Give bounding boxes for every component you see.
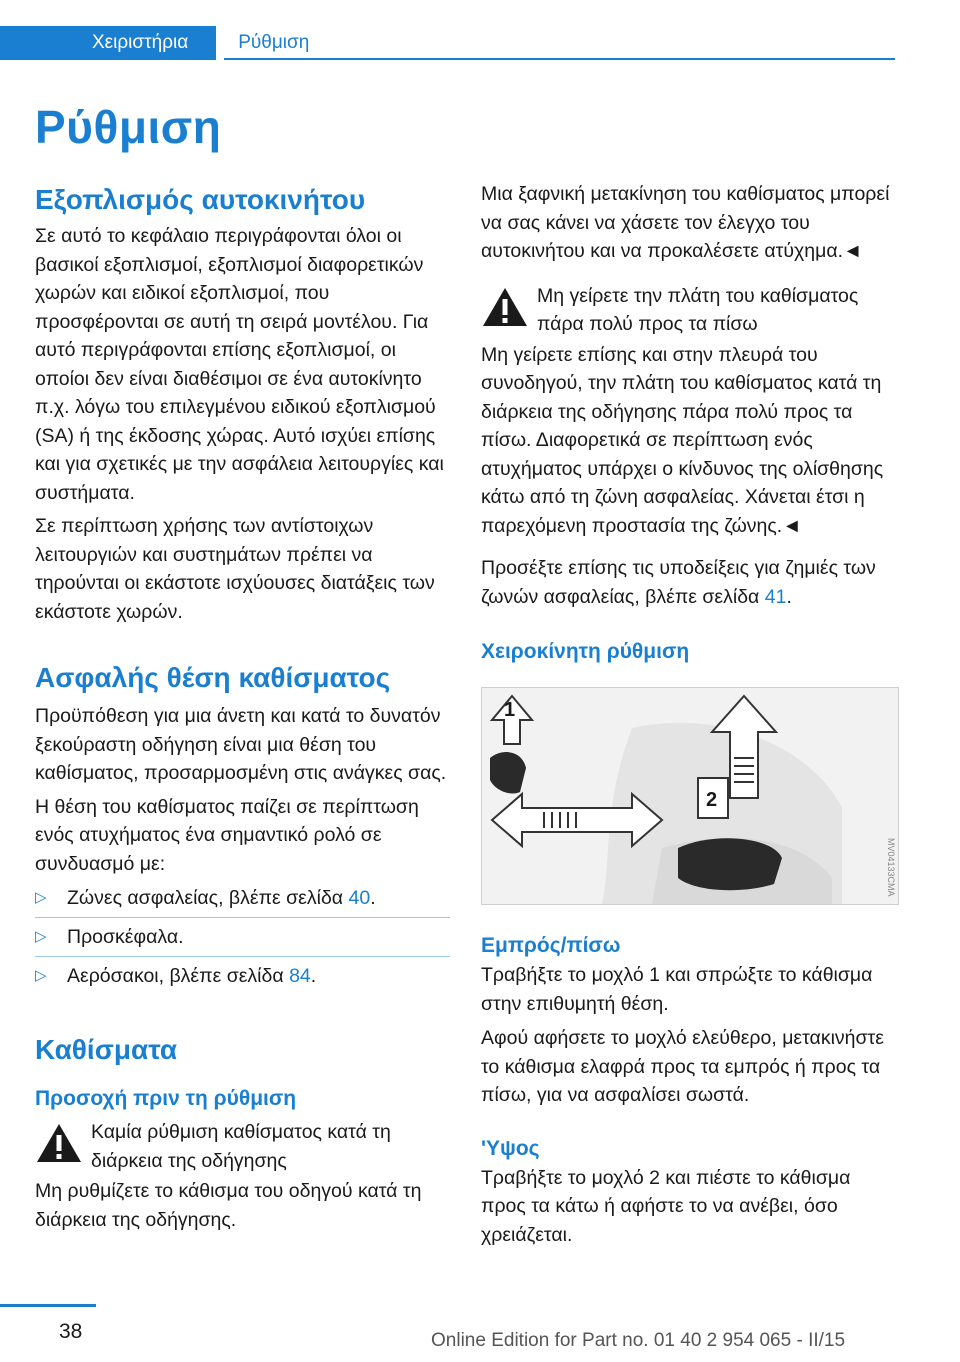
list-item: ▷ Αερόσακοι, βλέπε σελίδα 84. [35, 962, 450, 990]
paragraph: Προϋπόθεση για μια άνετη και κατά το δυνατόν ξεκούραστη οδήγηση είναι μια θέση του καθίσματος, προσαρμοσμένη στις ανάγκες σας. [35, 705, 447, 784]
paragraph: Μη γείρετε επίσης και στην πλευρά του συνοδηγού, την πλάτη του καθίσματος κατά τη διάρκεια της οδήγησης πάρα πολύ προς τα πίσω. Διαφορετικά σε περίπτωση ενός ατυχήματος υπάρχει ο κίνδυνος της ολίσθησης κάτω από τη ζώνη ασφαλείας. Χάνεται έτσι η παρεχόμενη προστασία της ζώνης.◄ [481, 343, 884, 537]
triangle-right-icon: ▷ [35, 889, 47, 906]
divider [35, 917, 450, 918]
footer-edition: Online Edition for Part no. 01 40 2 954 065 - II/15 [431, 1330, 846, 1351]
paragraph: Τραβήξτε το μοχλό 2 και πιέστε το κάθισμα προς τα κάτω ή αφήστε το να ανέβει, όσο χρειάζεται. [481, 1166, 851, 1246]
paragraph: Αφού αφήσετε το μοχλό ελεύθερο, μετακινήστε το κάθισμα ελαφρά προς τα εμπρός ή προς τα πίσω, για να ασφαλίσει σωστά. [481, 1027, 884, 1106]
heading-fore-aft: Εμπρός/πίσω [481, 934, 621, 957]
seat-illustration [482, 688, 898, 904]
heading-manual-adjustment: Χειροκίνητη ρύθμιση [481, 640, 690, 663]
warning-title: Μη γείρετε την πλάτη του καθίσματος πάρα πολύ προς τα πίσω [537, 284, 859, 335]
tab-adjustment[interactable]: Ρύθμιση [238, 32, 310, 53]
subheading-caution: Προσοχή πριν τη ρύθμιση [35, 1087, 297, 1110]
triangle-right-icon: ▷ [35, 928, 47, 945]
page-number: 38 [59, 1320, 83, 1343]
bullet-list [35, 884, 450, 990]
warning-title: Καμία ρύθμιση καθίσματος κατά τη διάρκεια της οδήγησης [91, 1121, 391, 1172]
seat-adjustment-figure [481, 687, 899, 905]
paragraph: Η θέση του καθίσματος παίζει σε περίπτωση ενός ατυχήματος ένα σημαντικό ρολό σε συνδυασμό με: [35, 795, 419, 875]
heading-height: 'Υψος [481, 1136, 540, 1160]
figure-label-2: 2 [706, 789, 718, 811]
paragraph: Τραβήξτε το μοχλό 1 και σπρώξτε το κάθισμα στην επιθυμητή θέση. [481, 964, 873, 1015]
paragraph: Σε αυτό το κεφάλαιο περιγράφονται όλοι οι βασικοί εξοπλισμοί, εξοπλισμοί διαφορετικών χωρών και ειδικοί εξοπλισμοί, που προσφέρονται σε αυτή τη σειρά μοντέλου. Για αυτό περιγράφονται επίσης εξοπλισμοί, οι οποίοι δεν είναι διαθέσιμοι σε ένα αυτοκίνητο π.χ. λόγω του επιλεγμένου ειδικού εξοπλισμού (SA) ή της έκδοσης χώρας. Αυτό ισχύει επίσης και για σχετικές με την ασφάλεια λειτουργίες και συστήματα. [35, 225, 444, 504]
figure-code: MV04133CMA [886, 838, 896, 897]
header-rule [224, 58, 895, 60]
paragraph: Μη ρυθμίζετε το κάθισμα του οδηγού κατά τη διάρκεια της οδήγησης. [35, 1180, 422, 1231]
warning-block [35, 1118, 450, 1175]
triangle-right-icon: ▷ [35, 967, 47, 984]
paragraph: Προσέξτε επίσης τις υποδείξεις για ζημιές των ζωνών ασφαλείας, βλέπε σελίδα 41. [481, 557, 876, 608]
list-item: ▷ Ζώνες ασφαλείας, βλέπε σελίδα 40. [35, 884, 450, 912]
paragraph: Μια ξαφνική μετακίνηση του καθίσματος μπορεί να σας κάνει να χάσετε τον έλεγχο του αυτοκινήτου και να προκαλέσετε ατύχημα.◄ [481, 183, 890, 262]
list-item: ▷ Προσκέφαλα. [35, 923, 450, 951]
right-column [481, 180, 896, 1249]
page-link[interactable]: 41 [764, 585, 787, 608]
page-link[interactable]: 40 [348, 887, 371, 909]
page-number-rule [0, 1304, 96, 1307]
divider [35, 956, 450, 957]
header-tabs [0, 26, 329, 60]
figure-label-1: 1 [504, 699, 516, 721]
warning-icon [35, 1122, 83, 1164]
heading-vehicle-equipment: Εξοπλισμός αυτοκινήτου [35, 184, 366, 215]
heading-seats: Καθίσματα [35, 1034, 178, 1065]
page-link[interactable]: 84 [289, 965, 311, 987]
page-title: Ρύθμιση [35, 101, 222, 153]
left-column [35, 180, 450, 1234]
paragraph: Σε περίπτωση χρήσης των αντίστοιχων λειτουργιών και συστημάτων πρέπει να τηρούνται οι εκάστοτε ισχύουσες διατάξεις των εκάστοτε χωρών. [35, 515, 435, 623]
lever-2 [678, 838, 782, 890]
tab-controls[interactable]: Χειριστήρια [0, 26, 216, 60]
warning-block [481, 282, 896, 339]
warning-icon [481, 286, 529, 328]
heading-safe-seating-position: Ασφαλής θέση καθίσματος [35, 662, 391, 693]
